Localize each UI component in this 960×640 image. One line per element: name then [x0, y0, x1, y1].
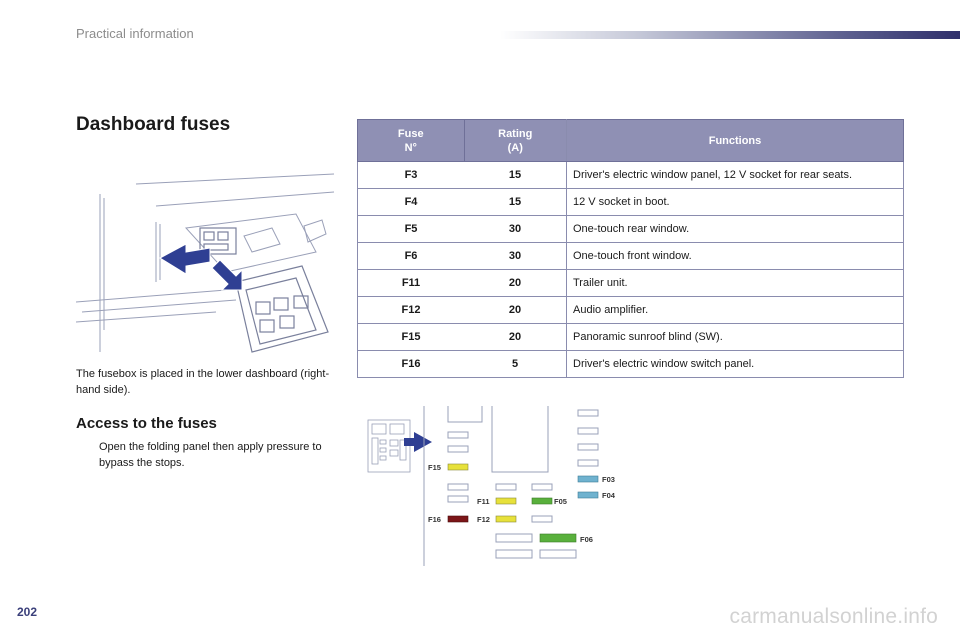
page-title: Dashboard fuses: [76, 114, 231, 135]
fuse-rating: 20: [464, 270, 567, 297]
fuse-number: F4: [358, 189, 465, 216]
fusebox-diagram: [366, 400, 626, 566]
fusebox-location-text: The fusebox is placed in the lower dashboard (right-hand side).: [76, 368, 330, 396]
fuse-number: F11: [358, 270, 465, 297]
table-row: [358, 270, 904, 297]
fuse-number: F5: [358, 216, 465, 243]
access-section-title: Access to the fuses: [76, 415, 217, 432]
fuse-function: Driver's electric window panel, 12 V socket for rear seats.: [567, 162, 904, 189]
fuse-f11: [496, 498, 516, 504]
table-row: [358, 216, 904, 243]
table-row: [358, 243, 904, 270]
fuse-table: [357, 119, 904, 378]
arrow-icon: [160, 244, 242, 290]
fuse-function: Audio amplifier.: [567, 297, 904, 324]
fuse-number: F15: [358, 324, 465, 351]
label-f11: F11: [477, 497, 490, 506]
table-row: [358, 162, 904, 189]
table-row: [358, 351, 904, 378]
table-row: [358, 324, 904, 351]
fuse-function: Driver's electric window switch panel.: [567, 351, 904, 378]
fuse-number: F16: [358, 351, 465, 378]
table-row: [358, 189, 904, 216]
fuse-f06: [540, 534, 576, 542]
label-f12: F12: [477, 515, 490, 524]
fuse-number: F6: [358, 243, 465, 270]
header-rating: Rating (A): [464, 120, 567, 162]
fuse-function: 12 V socket in boot.: [567, 189, 904, 216]
label-f16: F16: [428, 515, 441, 524]
label-f15: F15: [428, 463, 441, 472]
label-f05: F05: [554, 497, 567, 506]
label-f06: F06: [580, 535, 593, 544]
label-f03: F03: [602, 475, 615, 484]
fuse-rating: 15: [464, 189, 567, 216]
fuse-f16: [448, 516, 468, 522]
fuse-f03: [578, 476, 598, 482]
watermark: carmanualsonline.info: [729, 605, 938, 628]
arrow-icon: [404, 432, 432, 452]
fuse-f04: [578, 492, 598, 498]
fuse-f15: [448, 464, 468, 470]
fuse-rating: 15: [464, 162, 567, 189]
access-instruction: [76, 439, 338, 471]
header-functions: Functions: [567, 120, 904, 162]
access-instruction-text: Open the folding panel then apply pressure to bypass the stops.: [99, 441, 322, 469]
fuse-number: F3: [358, 162, 465, 189]
fuse-f05: [532, 498, 552, 504]
header-gradient-bar: [500, 31, 960, 39]
fuse-function: One-touch front window.: [567, 243, 904, 270]
fuse-function: Trailer unit.: [567, 270, 904, 297]
dashboard-illustration: [76, 162, 338, 358]
fuse-table-header: [358, 120, 904, 162]
fuse-rating: 5: [464, 351, 567, 378]
page-number: 202: [17, 605, 38, 619]
label-f04: F04: [602, 491, 615, 500]
fuse-number: F12: [358, 297, 465, 324]
fusebox-thumbnail: [368, 420, 410, 472]
section-header: Practical information: [76, 26, 194, 41]
fuse-f12: [496, 516, 516, 522]
fuse-function: Panoramic sunroof blind (SW).: [567, 324, 904, 351]
fuse-rating: 30: [464, 243, 567, 270]
fuse-rating: 20: [464, 324, 567, 351]
fuse-rating: 30: [464, 216, 567, 243]
fuse-rating: 20: [464, 297, 567, 324]
table-row: [358, 297, 904, 324]
fuse-function: One-touch rear window.: [567, 216, 904, 243]
header-fuse-number: Fuse N°: [358, 120, 465, 162]
